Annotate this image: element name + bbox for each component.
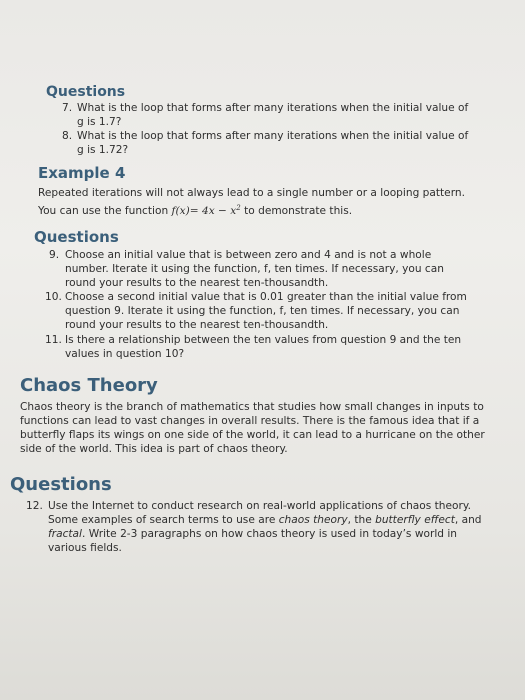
question-7	[62, 101, 472, 129]
chaos-theory-heading: Chaos Theory	[20, 375, 158, 396]
search-term-butterfly-effect: butterfly effect	[375, 514, 455, 526]
chaos-theory-paragraph: Chaos theory is the branch of mathematics that studies how small changes in inputs to functions can lead to vast changes in overall results. There is the famous idea that if a butterfly flaps its wings on one side of the world, it can lead to a hurricane on the other side of the world. This idea is part of chaos theory.	[20, 401, 485, 455]
question-11	[45, 333, 485, 361]
question-12-part-1: Use the Internet to conduct research on real-world applications of chaos theory. Some examples of search terms to use are	[48, 500, 471, 526]
example-4-line-2	[38, 201, 508, 218]
function-rhs: = 4x − x	[189, 205, 237, 217]
question-7-text: What is the loop that forms after many iterations when the initial value of g is 1.7?	[77, 102, 469, 128]
question-10-number: 10.	[45, 291, 62, 303]
question-9-number: 9.	[49, 249, 60, 261]
question-8-text: What is the loop that forms after many iterations when the initial value of g is 1.72?	[77, 130, 469, 156]
question-10-text: Choose a second initial value that is 0.01 greater than the initial value from question 9. Iterate it using the function, f, ten times. If necessary, you can round your results to the nearest ten-thousandth.	[65, 291, 467, 331]
function-lhs: f(x)	[171, 205, 190, 217]
example-4-line-2-end: to demonstrate this.	[244, 205, 353, 217]
question-12-text	[26, 499, 488, 555]
question-10	[45, 290, 485, 332]
questions-heading-1: Questions	[46, 84, 126, 100]
question-9	[49, 248, 469, 290]
function-expression	[172, 205, 241, 217]
question-12-separator-1: , the	[347, 514, 376, 526]
search-term-chaos-theory: chaos theory	[278, 514, 348, 526]
question-8-number: 8.	[62, 130, 73, 142]
example-4-heading: Example 4	[38, 164, 126, 182]
question-8	[62, 129, 472, 157]
question-12-separator-2: , and	[454, 514, 482, 526]
search-term-fractal: fractal	[48, 528, 82, 540]
question-12-part-2: . Write 2-3 paragraphs on how chaos theory is used in today’s world in various fields.	[48, 528, 458, 554]
question-9-text: Choose an initial value that is between zero and 4 and is not a whole number. Iterate it using the function, f, ten times. If necessary, you can round your results to the nearest ten-thousandth.	[65, 249, 444, 289]
example-4-line-1: Repeated iterations will not always lead to a single number or a looping pattern.	[38, 187, 465, 199]
function-exponent: 2	[236, 204, 241, 212]
question-12	[26, 499, 488, 555]
questions-heading-2: Questions	[34, 228, 119, 246]
question-12-number: 12.	[26, 500, 43, 512]
question-7-number: 7.	[62, 102, 73, 114]
questions-heading-3: Questions	[10, 474, 112, 495]
question-11-number: 11.	[45, 334, 62, 346]
example-4-line-2-start: You can use the function	[38, 205, 169, 217]
question-11-text: Is there a relationship between the ten values from question 9 and the ten values in question 10?	[65, 334, 462, 360]
